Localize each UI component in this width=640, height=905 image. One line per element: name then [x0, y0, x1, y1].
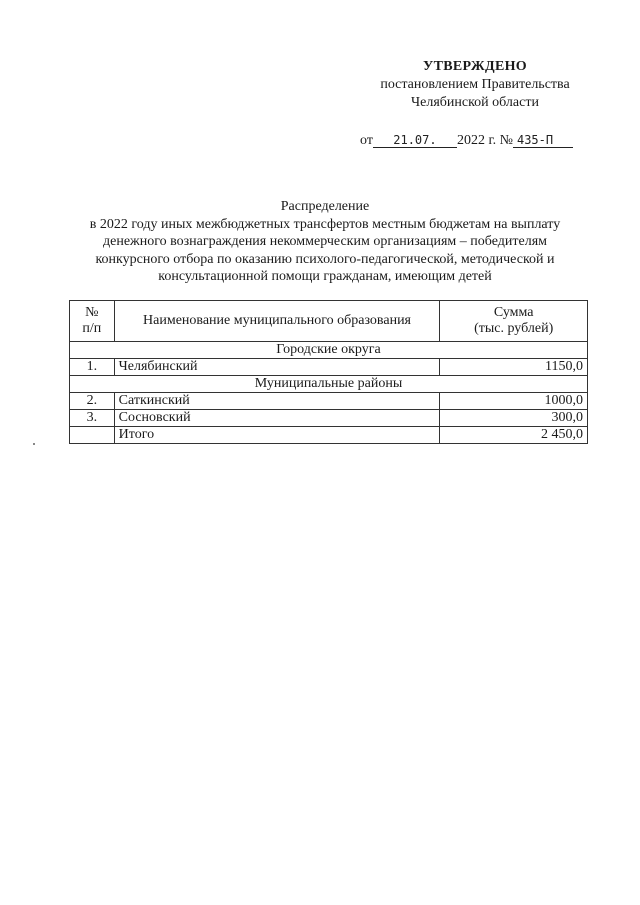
group-label: Городские округа	[70, 342, 588, 359]
approval-date-number-line	[340, 132, 610, 150]
heading-line-3: конкурсного отбора по оказанию психолого-педагогической, методической и	[95, 251, 555, 267]
scan-dot-mark	[33, 443, 35, 445]
total-num-empty	[70, 427, 115, 444]
row-name: Сосновский	[114, 410, 440, 427]
row-sum: 300,0	[440, 410, 588, 427]
approval-block	[340, 58, 610, 150]
group-row	[70, 376, 588, 393]
header-sum-line-2: (тыс. рублей)	[474, 321, 554, 336]
group-row	[70, 342, 588, 359]
header-num	[70, 301, 115, 342]
heading-line-1: в 2022 году иных межбюджетных трансфертов местным бюджетам на выплату	[89, 216, 561, 232]
row-num: 1.	[70, 359, 115, 376]
row-name: Челябинский	[114, 359, 440, 376]
row-sum: 1150,0	[440, 359, 588, 376]
header-sum	[440, 301, 588, 342]
document-heading	[60, 198, 590, 286]
distribution-table	[69, 300, 588, 444]
row-num: 3.	[70, 410, 115, 427]
from-label: от	[360, 133, 373, 148]
total-sum: 2 450,0	[440, 427, 588, 444]
table-row	[70, 359, 588, 376]
total-row	[70, 427, 588, 444]
header-sum-line-1: Сумма	[493, 305, 534, 320]
year-text: 2022 г.	[456, 133, 497, 148]
row-name: Саткинский	[114, 393, 440, 410]
table-row	[70, 410, 588, 427]
handwritten-date: 21.07.	[373, 134, 457, 148]
approval-line-1: постановлением Правительства	[380, 77, 570, 92]
heading-line-4: консультационной помощи гражданам, имеющим детей	[158, 269, 492, 284]
row-num: 2.	[70, 393, 115, 410]
header-num-line-2: п/п	[82, 321, 102, 336]
total-label: Итого	[114, 427, 440, 444]
number-sign: №	[499, 133, 513, 148]
approval-line-2: Челябинской области	[411, 95, 539, 110]
handwritten-number: 435-П	[513, 134, 573, 148]
row-sum: 1000,0	[440, 393, 588, 410]
table-header-row	[70, 301, 588, 342]
table-row	[70, 393, 588, 410]
heading-line-2: денежного вознаграждения некоммерческим организациям – победителям	[103, 234, 547, 249]
header-name: Наименование муниципального образования	[114, 301, 440, 342]
heading-title: Распределение	[280, 199, 370, 214]
header-num-line-1: №	[85, 305, 99, 320]
group-label: Муниципальные районы	[70, 376, 588, 393]
approval-title: УТВЕРЖДЕНО	[423, 59, 527, 74]
